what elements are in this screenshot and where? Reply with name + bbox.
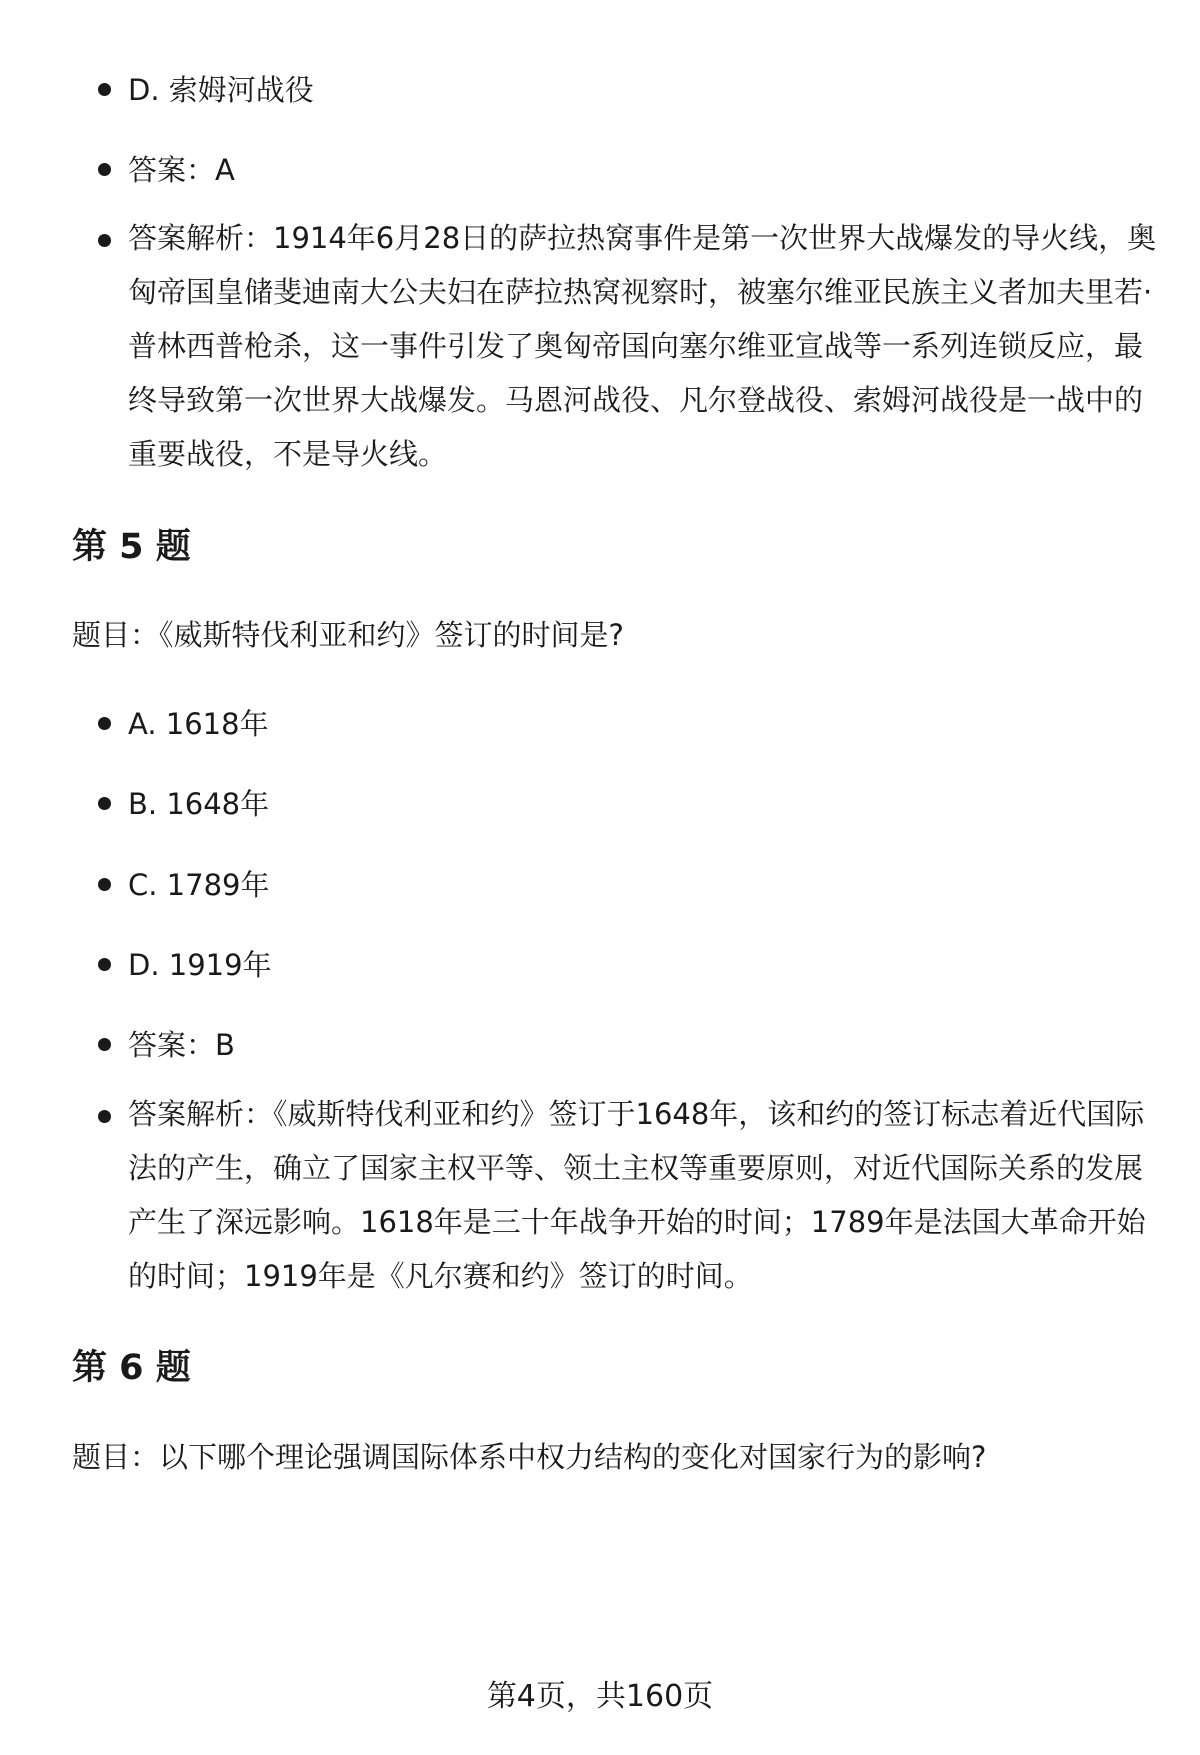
answer-analysis: 答案解析：《威斯特伐利亚和约》签订于1648年，该和约的签订标志着近代国际法的产生，确立了国家主权平等、领土主权等重要原则，对近代国际关系的发展产生了深远影响。1618年是三十年战争开始的时间；1789年是法国大革命开始的时间；1919年是《凡尔赛和约》签订的时间。 — [128, 1087, 1158, 1303]
page-number: 第4页，共160页 — [486, 1679, 714, 1714]
option-a: A. 1618年 — [128, 694, 1158, 754]
answer: 答案：B — [128, 1015, 1158, 1075]
question-6-heading: 第 6 题 — [72, 1348, 191, 1388]
question-6-prompt: 题目：以下哪个理论强调国际体系中权力结构的变化对国家行为的影响? — [72, 1440, 987, 1474]
question-5-prompt: 题目：《威斯特伐利亚和约》签订的时间是? — [72, 618, 624, 652]
option-d: D. 1919年 — [128, 935, 1158, 995]
option-b: B. 1648年 — [128, 774, 1158, 834]
answer: 答案：A — [128, 140, 1158, 200]
question-5-heading: 第 5 题 — [72, 527, 191, 567]
answer-analysis: 答案解析：1914年6月28日的萨拉热窝事件是第一次世界大战爆发的导火线，奥匈帝国皇储斐迪南大公夫妇在萨拉热窝视察时，被塞尔维亚民族主义者加夫里若·普林西普枪杀，这一事件引发了奥匈帝国向塞尔维亚宣战等一系列连锁反应，最终导致第一次世界大战爆发。马恩河战役、凡尔登战役、索姆河战役是一战中的重要战役，不是导火线。 — [128, 211, 1158, 481]
option-c: C. 1789年 — [128, 855, 1158, 915]
option-d: D. 索姆河战役 — [128, 60, 1158, 120]
